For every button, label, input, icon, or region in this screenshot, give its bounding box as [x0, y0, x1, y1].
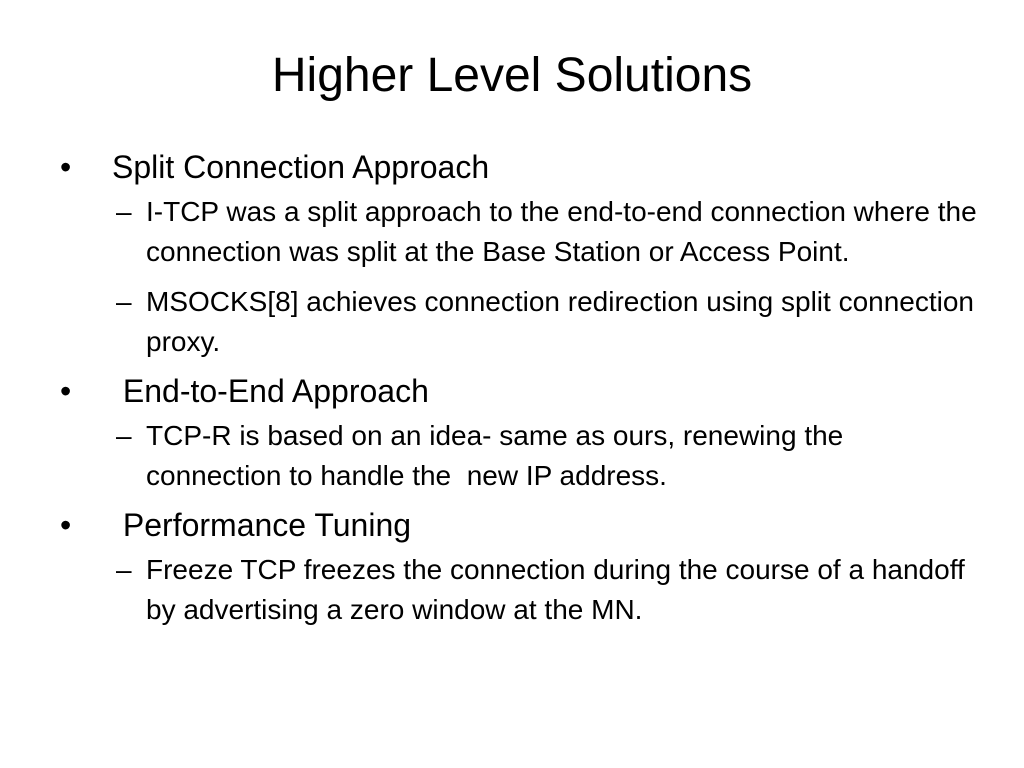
slide-title: Higher Level Solutions	[271, 49, 753, 102]
sub-item-text: I-TCP was a split approach to the end-to-end connection where the connection was split at the Base Station or Access Point.	[146, 196, 977, 267]
sub-item-freeze-tcp	[60, 550, 980, 630]
bullet-marker: •	[60, 507, 72, 543]
sub-item-text: MSOCKS[8] achieves connection redirection using split connection proxy.	[146, 286, 974, 357]
bullet-marker: •	[60, 373, 72, 409]
sub-marker: –	[116, 420, 132, 451]
sub-item-itcp	[60, 192, 980, 272]
sub-marker: –	[116, 286, 132, 317]
sub-item-tcpr	[60, 416, 980, 496]
bullet-marker: •	[60, 149, 72, 185]
slide-body	[60, 146, 980, 630]
bullet-heading: Performance Tuning	[114, 507, 412, 543]
bullet-performance-tuning	[60, 504, 980, 546]
sub-marker: –	[116, 196, 132, 227]
bullet-heading: End-to-End Approach	[114, 373, 429, 409]
bullet-split-connection	[60, 146, 980, 188]
bullet-heading: Split Connection Approach	[112, 149, 490, 185]
bullet-end-to-end	[60, 370, 980, 412]
sub-marker: –	[116, 554, 132, 585]
sub-item-msocks	[60, 282, 980, 362]
sub-item-text: TCP-R is based on an idea- same as ours, renewing the connection to handle the new IP address.	[146, 420, 852, 491]
sub-item-text: Freeze TCP freezes the connection during the course of a handoff by advertising a zero window at the MN.	[146, 554, 965, 625]
